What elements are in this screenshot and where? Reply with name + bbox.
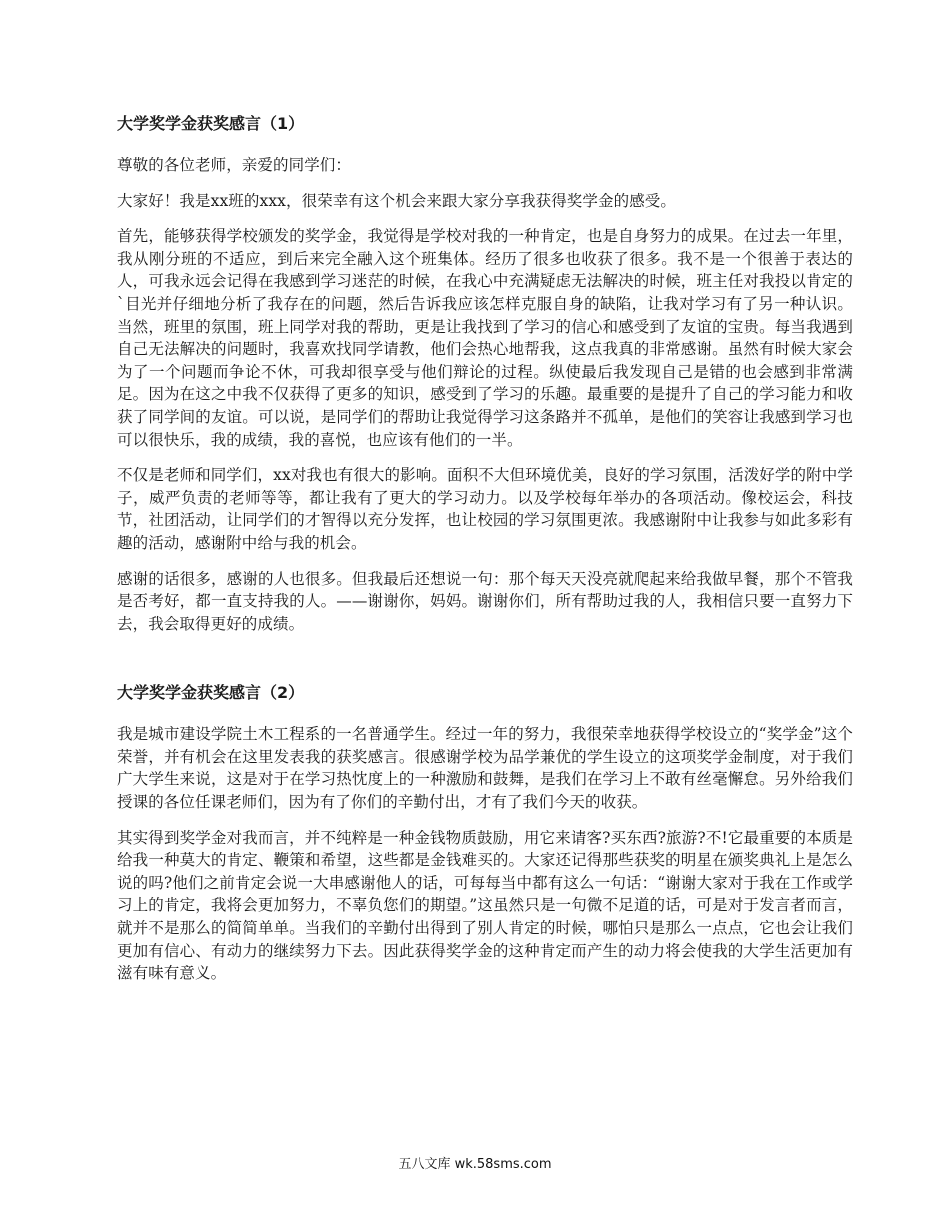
section-1-closing: 感谢的话很多，感谢的人也很多。但我最后还想说一句：那个每天天没亮就爬起来给我做早餐，那个不管我是否考好，都一直支持我的人。——谢谢你，妈妈。谢谢你们，所有帮助过我的人，我相信只要一直努力下去，我会取得更好的成绩。 bbox=[117, 569, 853, 633]
footer-watermark: 五八文库 wk.58sms.com bbox=[398, 1157, 552, 1172]
document-body bbox=[117, 112, 853, 998]
section-2-title: 大学奖学金获奖感言（2） bbox=[117, 683, 305, 703]
section-1-salutation: 尊敬的各位老师，亲爱的同学们： bbox=[117, 156, 352, 174]
section-2-paragraph: 其实得到奖学金对我而言，并不纯粹是一种金钱物质鼓励，用它来请客?买东西?旅游?不!它最重要的本质是给我一种莫大的肯定、鞭策和希望，这些都是金钱难买的。大家还记得那些获奖的明星在颁奖典礼上是怎么说的吗?他们之前肯定会说一大串感谢他人的话，可每每当中都有这么一句话：“谢谢大家对于我在工作或学习上的肯定，我将会更加努力，不辜负您们的期望。”这虽然只是一句微不足道的话，可是对于发言者而言，就并不是那么的简简单单。当我们的辛勤付出得到了别人肯定的时候，哪怕只是那么一点点，它也会让我们更加有信心、有动力的继续努力下去。因此获得奖学金的这种肯定而产生的动力将会使我的大学生活更加有滋有味有意义。 bbox=[117, 828, 853, 983]
section-1-paragraph: 首先，能够获得学校颁发的奖学金，我觉得是学校对我的一种肯定，也是自身努力的成果。在过去一年里，我从刚分班的不适应，到后来完全融入这个班集体。经历了很多也收获了很多。我不是一个很善于表达的人，可我永远会记得在我感到学习迷茫的时候，在我心中充满疑虑无法解决的时候，班主任对我投以肯定的`目光并仔细地分析了我存在的问题，然后告诉我应该怎样克服自身的缺陷，让我对学习有了另一种认识。当然，班里的氛围，班上同学对我的帮助，更是让我找到了学习的信心和感受到了友谊的宝贵。每当我遇到自己无法解决的问题时，我喜欢找同学请教，他们会热心地帮我，这点我真的非常感谢。虽然有时候大家会为了一个问题而争论不休，可我却很享受与他们辩论的过程。纵使最后我发现自己是错的也会感到非常满足。因为在这之中我不仅获得了更多的知识，感受到了学习的乐趣。最重要的是提升了自己的学习能力和收获了同学间的友谊。可以说，是同学们的帮助让我觉得学习这条路并不孤单，是他们的笑容让我感到学习也可以很快乐，我的成绩，我的喜悦，也应该有他们的一半。 bbox=[117, 227, 853, 449]
section-1-greeting: 大家好！我是xx班的xxx，很荣幸有这个机会来跟大家分享我获得奖学金的感受。 bbox=[117, 191, 677, 210]
section-2-paragraph: 我是城市建设学院土木工程系的一名普通学生。经过一年的努力，我很荣幸地获得学校设立的“奖学金”这个荣誉，并有机会在这里发表我的获奖感言。很感谢学校为品学兼优的学生设立的这项奖学金制度，对于我们广大学生来说，这是对于在学习热忱度上的一种激励和鼓舞，是我们在学习上不敢有丝毫懈怠。另外给我们授课的各位任课老师们，因为有了你们的辛勤付出，才有了我们今天的收获。 bbox=[117, 725, 853, 812]
section-1-title: 大学奖学金获奖感言（1） bbox=[117, 114, 305, 133]
section-1-paragraph: 不仅是老师和同学们，xx对我也有很大的影响。面积不大但环境优美，良好的学习氛围，活泼好学的附中学子，威严负责的老师等等，都让我有了更大的学习动力。以及学校每年举办的各项活动。像校运会，科技节，社团活动，让同学们的才智得以充分发挥，也让校园的学习氛围更浓。我感谢附中让我参与如此多彩有趣的活动，感谢附中给与我的机会。 bbox=[117, 466, 853, 552]
